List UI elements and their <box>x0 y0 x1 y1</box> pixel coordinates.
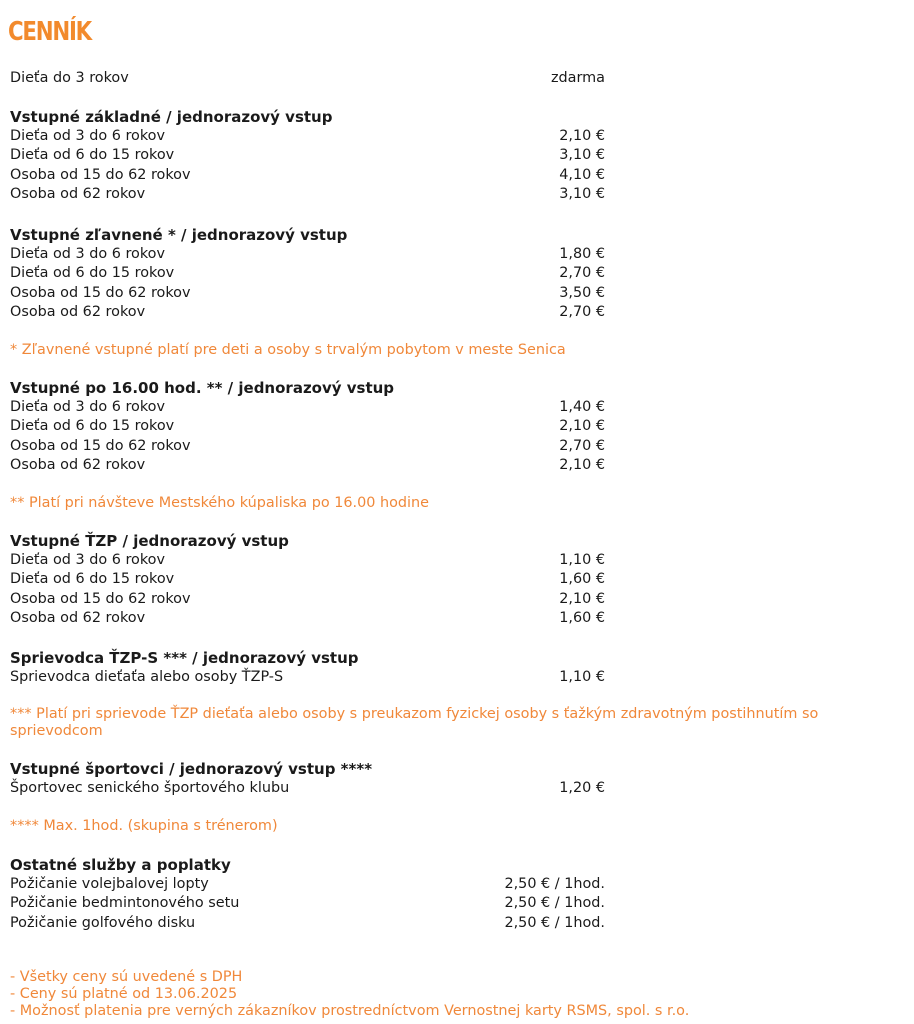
section-after-16 <box>10 378 890 512</box>
table-row <box>10 69 605 89</box>
row-label: Požičanie volejbalovej lopty <box>10 875 209 892</box>
row-price: 2,10 € <box>559 127 605 144</box>
section-basic <box>10 107 890 205</box>
row-price: 3,10 € <box>559 147 605 163</box>
row-price: 3,10 € <box>559 186 605 202</box>
row-price: 2,10 € <box>559 457 605 473</box>
row-price: 1,80 € <box>559 245 605 262</box>
row-price: 3,50 € <box>559 284 605 301</box>
row-label: Osoba od 15 do 62 rokov <box>10 590 191 607</box>
row-label: Dieťa od 3 do 6 rokov <box>10 245 166 262</box>
row-label: Dieťa od 6 do 15 rokov <box>10 265 175 281</box>
price-list-page <box>10 14 890 1020</box>
row-price: 2,10 € <box>559 418 605 434</box>
row-label: Požičanie golfového disku <box>10 914 196 931</box>
row-label: Požičanie bedmintonového setu <box>10 895 240 911</box>
footer-note: - Všetky ceny sú uvedené s DPH <box>10 969 243 985</box>
section-heading: Sprievodca ŤZP-S *** / jednorazový vstup <box>10 648 359 667</box>
row-price: 1,10 € <box>559 668 605 685</box>
row-label: Osoba od 15 do 62 rokov <box>10 166 191 183</box>
footnote: **** Max. 1hod. (skupina s trénerom) <box>10 817 278 834</box>
row-label: Sprievodca dieťaťa alebo osoby ŤZP-S <box>10 668 284 685</box>
section-other-services <box>10 855 890 934</box>
section-tzp-s-companion <box>10 648 890 741</box>
row-label: Dieťa od 3 do 6 rokov <box>10 551 166 568</box>
row-price: 2,70 € <box>559 304 605 320</box>
table-row <box>10 146 605 166</box>
section-heading: Vstupné športovci / jednorazový vstup **** <box>10 760 373 778</box>
section-heading: Vstupné zľavnené * / jednorazový vstup <box>10 225 348 244</box>
table-row <box>10 398 605 418</box>
row-label: Dieťa od 6 do 15 rokov <box>10 147 175 163</box>
price-table <box>10 779 605 799</box>
table-row <box>10 127 605 147</box>
row-price: 4,10 € <box>559 166 605 183</box>
table-row <box>10 609 605 629</box>
price-table <box>10 551 605 629</box>
price-table <box>10 127 605 205</box>
row-price: 1,60 € <box>559 571 605 587</box>
price-table <box>10 875 605 934</box>
row-price: 2,50 € / 1hod. <box>504 914 605 931</box>
table-row <box>10 779 605 799</box>
table-row <box>10 914 605 934</box>
row-price: 1,20 € <box>559 780 605 796</box>
free-row-table <box>10 69 605 89</box>
section-heading: Vstupné ŤZP / jednorazový vstup <box>10 531 289 550</box>
table-row <box>10 264 605 284</box>
section-heading: Vstupné po 16.00 hod. ** / jednorazový vstup <box>10 378 395 397</box>
row-price: zdarma <box>550 70 605 86</box>
row-label: Osoba od 15 do 62 rokov <box>10 437 191 454</box>
row-label: Dieťa od 6 do 15 rokov <box>10 571 175 587</box>
row-price: 2,50 € / 1hod. <box>504 895 605 911</box>
table-row <box>10 437 605 457</box>
table-row <box>10 166 605 186</box>
row-label: Dieťa od 6 do 15 rokov <box>10 418 175 434</box>
table-row <box>10 417 605 437</box>
row-label: Osoba od 62 rokov <box>10 186 146 202</box>
price-table <box>10 245 605 323</box>
table-row <box>10 551 605 571</box>
section-heading: Vstupné základné / jednorazový vstup <box>10 107 333 126</box>
row-label: Osoba od 62 rokov <box>10 457 146 473</box>
row-label: Športovec senického športového klubu <box>10 780 290 796</box>
row-price: 2,10 € <box>559 590 605 607</box>
row-price: 1,60 € <box>559 610 605 626</box>
table-row <box>10 875 605 895</box>
section-tzp <box>10 531 890 629</box>
footer-note: - Možnosť platenia pre verných zákazníkov prostredníctvom Vernostnej karty RSMS, spol. s r.o. <box>10 1003 690 1019</box>
table-row <box>10 668 605 688</box>
row-label: Osoba od 15 do 62 rokov <box>10 284 191 301</box>
row-label: Dieťa od 3 do 6 rokov <box>10 127 166 144</box>
table-row <box>10 456 605 476</box>
row-price: 2,50 € / 1hod. <box>504 875 605 892</box>
row-label: Osoba od 62 rokov <box>10 610 146 626</box>
section-heading: Ostatné služby a poplatky <box>10 855 231 874</box>
table-row <box>10 284 605 304</box>
table-row <box>10 245 605 265</box>
row-price: 2,70 € <box>559 437 605 454</box>
row-price: 1,10 € <box>559 551 605 568</box>
price-table <box>10 398 605 476</box>
footnote: *** Platí pri sprievode ŤZP dieťaťa alebo osoby s preukazom fyzickej osoby s ťažkým zdravotným postihnutím so sprievodcom <box>10 706 819 739</box>
footer-notes <box>10 969 890 1020</box>
table-row <box>10 303 605 323</box>
page-title: CENNÍK <box>8 17 91 47</box>
section-discounted <box>10 225 890 359</box>
section-athletes <box>10 759 890 835</box>
table-row <box>10 894 605 914</box>
footer-note: - Ceny sú platné od 13.06.2025 <box>10 986 238 1002</box>
price-table <box>10 668 605 688</box>
table-row <box>10 590 605 610</box>
row-label: Osoba od 62 rokov <box>10 304 146 320</box>
row-price: 2,70 € <box>559 265 605 281</box>
row-price: 1,40 € <box>559 398 605 415</box>
table-row <box>10 570 605 590</box>
footnote: ** Platí pri návšteve Mestského kúpaliska po 16.00 hodine <box>10 494 430 511</box>
footnote: * Zľavnené vstupné platí pre deti a osoby s trvalým pobytom v meste Senica <box>10 341 566 358</box>
row-label: Dieťa do 3 rokov <box>10 70 129 86</box>
table-row <box>10 185 605 205</box>
row-label: Dieťa od 3 do 6 rokov <box>10 398 166 415</box>
